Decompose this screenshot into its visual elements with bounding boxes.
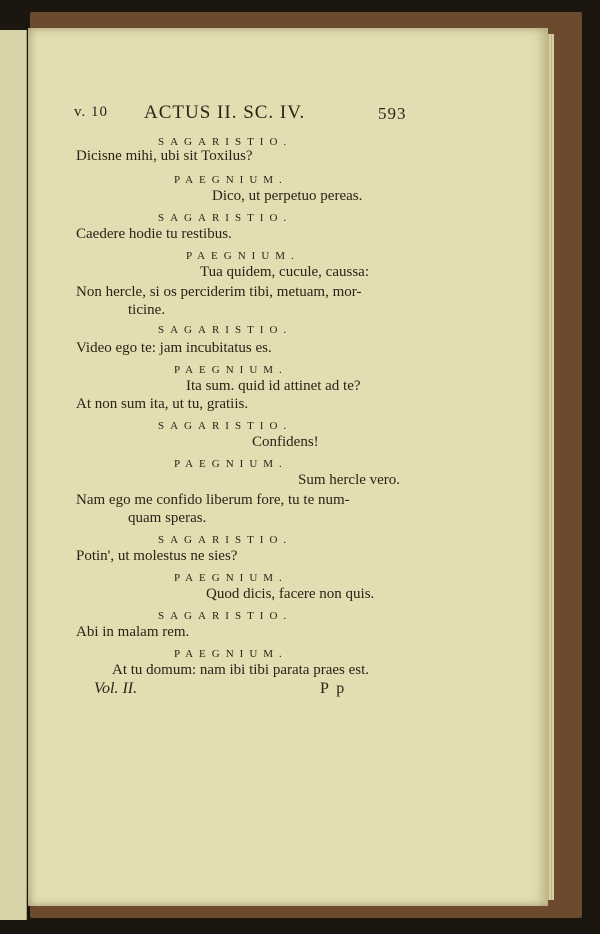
gathering-signature: P p	[320, 680, 347, 697]
verse-line: quam speras.	[128, 510, 207, 526]
verse-line: Video ego te: jam incubitatus es.	[76, 340, 272, 356]
speaker-label: PAEGNIUM.	[174, 572, 288, 584]
speaker-label: SAGARISTIO.	[158, 136, 293, 148]
running-title: ACTUS II. SC. IV.	[144, 102, 306, 123]
verse-line: At tu domum: nam ibi tibi parata praes est.	[112, 662, 370, 678]
speaker-label: PAEGNIUM.	[174, 458, 288, 470]
speaker-label: PAEGNIUM.	[174, 648, 288, 660]
speaker-label: PAEGNIUM.	[186, 250, 300, 262]
volume-signature: Vol. II.	[94, 680, 138, 697]
verse-line: Quod dicis, facere non quis.	[206, 586, 375, 602]
speaker-label: PAEGNIUM.	[174, 364, 288, 376]
speaker-label: SAGARISTIO.	[158, 534, 293, 546]
speaker-label: PAEGNIUM.	[174, 174, 288, 186]
verse-number: v. 10	[74, 104, 109, 120]
facing-page-edge	[0, 30, 27, 920]
speaker-label: SAGARISTIO.	[158, 420, 293, 432]
speaker-label: SAGARISTIO.	[158, 610, 293, 622]
verse-line: Confidens!	[252, 434, 319, 450]
speaker-label: SAGARISTIO.	[158, 324, 293, 336]
verse-line: At non sum ita, ut tu, gratiis.	[76, 396, 249, 412]
verse-line: Tua quidem, cucule, caussa:	[200, 264, 369, 280]
verse-line: Non hercle, si os perciderim tibi, metuam, mor-	[76, 284, 362, 300]
verse-line: ticine.	[128, 302, 166, 318]
page-number: 593	[378, 104, 407, 123]
verse-line: Sum hercle vero.	[298, 472, 401, 488]
verse-line: Dicisne mihi, ubi sit Toxilus?	[76, 148, 253, 164]
book-page	[28, 28, 548, 906]
verse-line: Nam ego me confido liberum fore, tu te num-	[76, 492, 350, 508]
verse-line: Ita sum. quid id attinet ad te?	[186, 378, 361, 394]
verse-line: Potin', ut molestus ne sies?	[76, 548, 238, 564]
speaker-label: SAGARISTIO.	[158, 212, 293, 224]
verse-line: Abi in malam rem.	[76, 624, 190, 640]
verse-line: Caedere hodie tu restibus.	[76, 226, 232, 242]
verse-line: Dico, ut perpetuo pereas.	[212, 188, 363, 204]
